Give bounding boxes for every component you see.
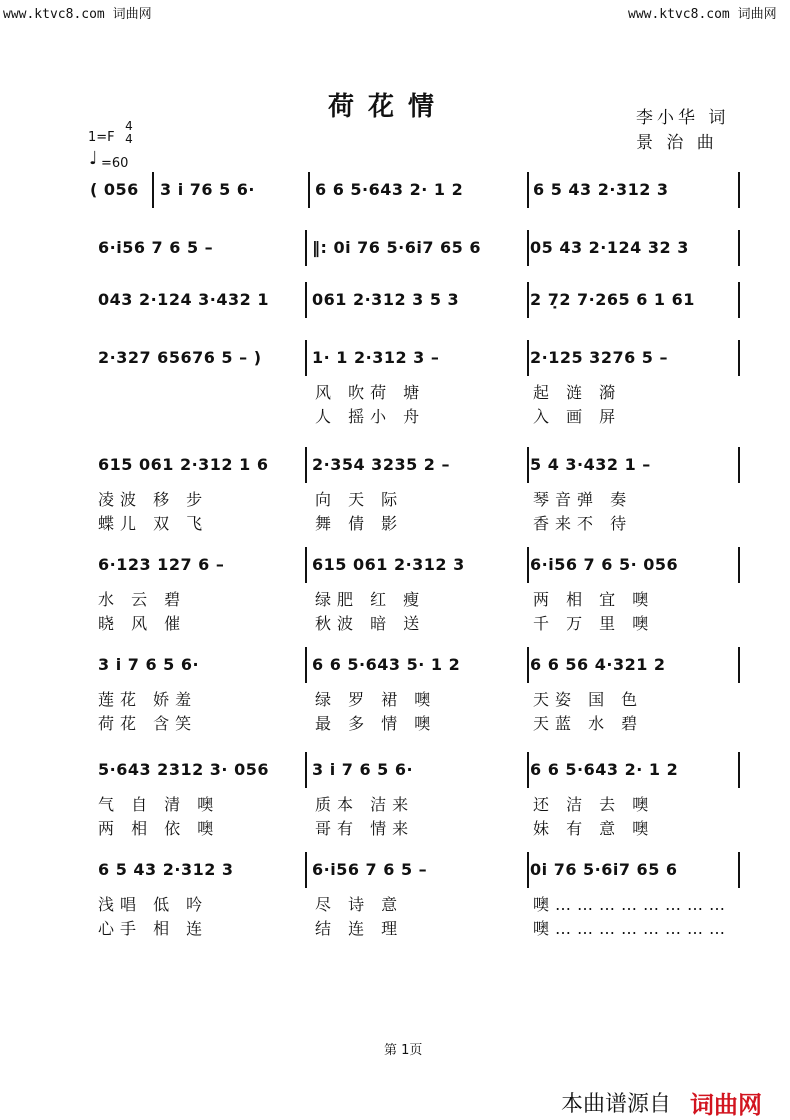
lyric-line: 最 多 情 噢 xyxy=(315,714,437,733)
measure-notes: 2·125 3276 5 – xyxy=(530,348,668,367)
lyric-line: 入 画 屏 xyxy=(533,407,622,426)
bar-line xyxy=(527,340,529,376)
measure-notes: 05 43 2·124 32 3 xyxy=(530,238,689,257)
lyric-line: 香来不 待 xyxy=(533,514,633,533)
source-brand: 词曲网 xyxy=(690,1091,762,1119)
lyric-line: 气 自 清 噢 xyxy=(98,795,220,814)
bar-line xyxy=(738,230,740,266)
lyric-line: 尽 诗 意 xyxy=(315,895,404,914)
bar-line xyxy=(527,230,529,266)
lyric-line: 秋波 暗 送 xyxy=(315,614,426,633)
lyric-line: 噢…………………… xyxy=(533,895,732,914)
lyric-line: 蝶儿 双 飞 xyxy=(98,514,209,533)
time-numerator: 4 xyxy=(125,119,133,133)
bar-line xyxy=(305,230,307,266)
measure-notes: 061 2·312 3 5 3 xyxy=(312,290,460,309)
measure-notes: 6 6 5·643 2· 1 2 xyxy=(530,760,679,779)
measure-notes: 6·i56 7 6 5· 056 xyxy=(530,555,679,574)
measure-notes: 5 4 3·432 1 – xyxy=(530,455,651,474)
lyric-line: 还 洁 去 噢 xyxy=(533,795,655,814)
bar-line xyxy=(305,447,307,483)
measure-notes: ‖: 0i 76 5·6i7 65 6 xyxy=(312,238,481,257)
lyric-line: 妹 有 意 噢 xyxy=(533,819,655,838)
measure-notes: 6 6 5·643 5· 1 2 xyxy=(312,655,461,674)
lyric-line: 质本 洁来 xyxy=(315,795,415,814)
bar-line xyxy=(527,852,529,888)
measure-notes: 6 6 5·643 2· 1 2 xyxy=(315,180,464,199)
bar-line xyxy=(527,172,529,208)
key-signature: 1=F xyxy=(88,130,115,145)
bar-line xyxy=(527,752,529,788)
measure-notes: 6·i56 7 6 5 – xyxy=(312,860,428,879)
watermark-left: www.ktvc8.com 词曲网 xyxy=(3,7,152,22)
lyric-line: 绿肥 红 瘦 xyxy=(315,590,426,609)
measure-notes: 2·327 65676 5 – ) xyxy=(98,348,262,367)
measure-notes: 615 061 2·312 1 6 xyxy=(98,455,269,474)
lyric-line: 天蓝 水 碧 xyxy=(533,714,644,733)
lyric-line: 凌波 移 步 xyxy=(98,490,209,509)
lyric-line: 结 连 理 xyxy=(315,919,404,938)
bar-line xyxy=(152,172,154,208)
bar-line xyxy=(738,340,740,376)
time-denominator: 4 xyxy=(125,132,133,146)
lyric-line: 琴音弹 奏 xyxy=(533,490,633,509)
measure-notes: 2·354 3235 2 – xyxy=(312,455,450,474)
lyric-line: 千 万 里 噢 xyxy=(533,614,655,633)
page-number: 第 1页 xyxy=(384,1043,423,1058)
tempo-mark: =60 xyxy=(101,156,129,171)
lyric-line: 荷花 含笑 xyxy=(98,714,198,733)
bar-line xyxy=(738,282,740,318)
time-signature xyxy=(124,120,134,146)
lyric-line: 水 云 碧 xyxy=(98,590,187,609)
bar-line xyxy=(308,172,310,208)
measure-notes: 6 5 43 2·312 3 xyxy=(533,180,669,199)
lyric-line: 绿 罗 裙 噢 xyxy=(315,690,437,709)
source-prefix: 本曲谱源自 xyxy=(561,1092,672,1117)
bar-line xyxy=(305,282,307,318)
bar-line xyxy=(305,752,307,788)
measure-notes: 6·i56 7 6 5 – xyxy=(98,238,214,257)
bar-line xyxy=(738,647,740,683)
measure-notes: 6·123 127 6 – xyxy=(98,555,225,574)
lyric-line: 两 相 宜 噢 xyxy=(533,590,655,609)
measure-notes: 5·643 2312 3· 056 xyxy=(98,760,269,779)
quarter-note-icon: ♩ xyxy=(89,148,98,169)
bar-line xyxy=(738,447,740,483)
bar-line xyxy=(305,852,307,888)
measure-notes: 3 i 7 6 5 6· xyxy=(312,760,414,779)
measure-notes: 6 5 43 2·312 3 xyxy=(98,860,234,879)
watermark-right: www.ktvc8.com 词曲网 xyxy=(628,7,777,22)
lyric-line: 人 摇小 舟 xyxy=(315,407,426,426)
lyric-line: 哥有 情来 xyxy=(315,819,415,838)
bar-line xyxy=(527,647,529,683)
lyric-line: 向 天 际 xyxy=(315,490,404,509)
measure-notes: 1· 1 2·312 3 – xyxy=(312,348,440,367)
bar-line xyxy=(738,547,740,583)
bar-line xyxy=(527,447,529,483)
measure-notes: 0i 76 5·6i7 65 6 xyxy=(530,860,678,879)
bar-line xyxy=(738,752,740,788)
composer-credit: 景 治 曲 xyxy=(636,133,718,153)
bar-line xyxy=(527,282,529,318)
song-title: 荷花情 xyxy=(328,92,449,122)
measure-notes: 615 061 2·312 3 xyxy=(312,555,465,574)
bar-line xyxy=(527,547,529,583)
lyric-line: 起 涟 漪 xyxy=(533,383,622,402)
lyric-line: 舞 倩 影 xyxy=(315,514,404,533)
bar-line xyxy=(738,852,740,888)
lyric-line: 风 吹荷 塘 xyxy=(315,383,426,402)
bar-line xyxy=(738,172,740,208)
lyricist-credit: 李小华 词 xyxy=(636,108,730,128)
bar-line xyxy=(305,547,307,583)
measure-notes: 3 i 7 6 5 6· xyxy=(98,655,200,674)
measure-notes: 043 2·124 3·432 1 xyxy=(98,290,269,309)
bar-line xyxy=(305,647,307,683)
measure-notes: ( 056 xyxy=(90,180,139,199)
bar-line xyxy=(305,340,307,376)
lyric-line: 天姿 国 色 xyxy=(533,690,644,709)
lyric-line: 浅唱 低 吟 xyxy=(98,895,209,914)
lyric-line: 晓 风 催 xyxy=(98,614,187,633)
lyric-line: 莲花 娇羞 xyxy=(98,690,198,709)
lyric-line: 心手 相 连 xyxy=(98,919,209,938)
measure-notes: 3 i 76 5 6· xyxy=(160,180,256,199)
lyric-line: 两 相 依 噢 xyxy=(98,819,220,838)
measure-notes: 2 7̣2 7·265 6 1 61 xyxy=(530,290,695,309)
lyric-line: 噢…………………… xyxy=(533,919,732,938)
measure-notes: 6 6 56 4·321 2 xyxy=(530,655,666,674)
